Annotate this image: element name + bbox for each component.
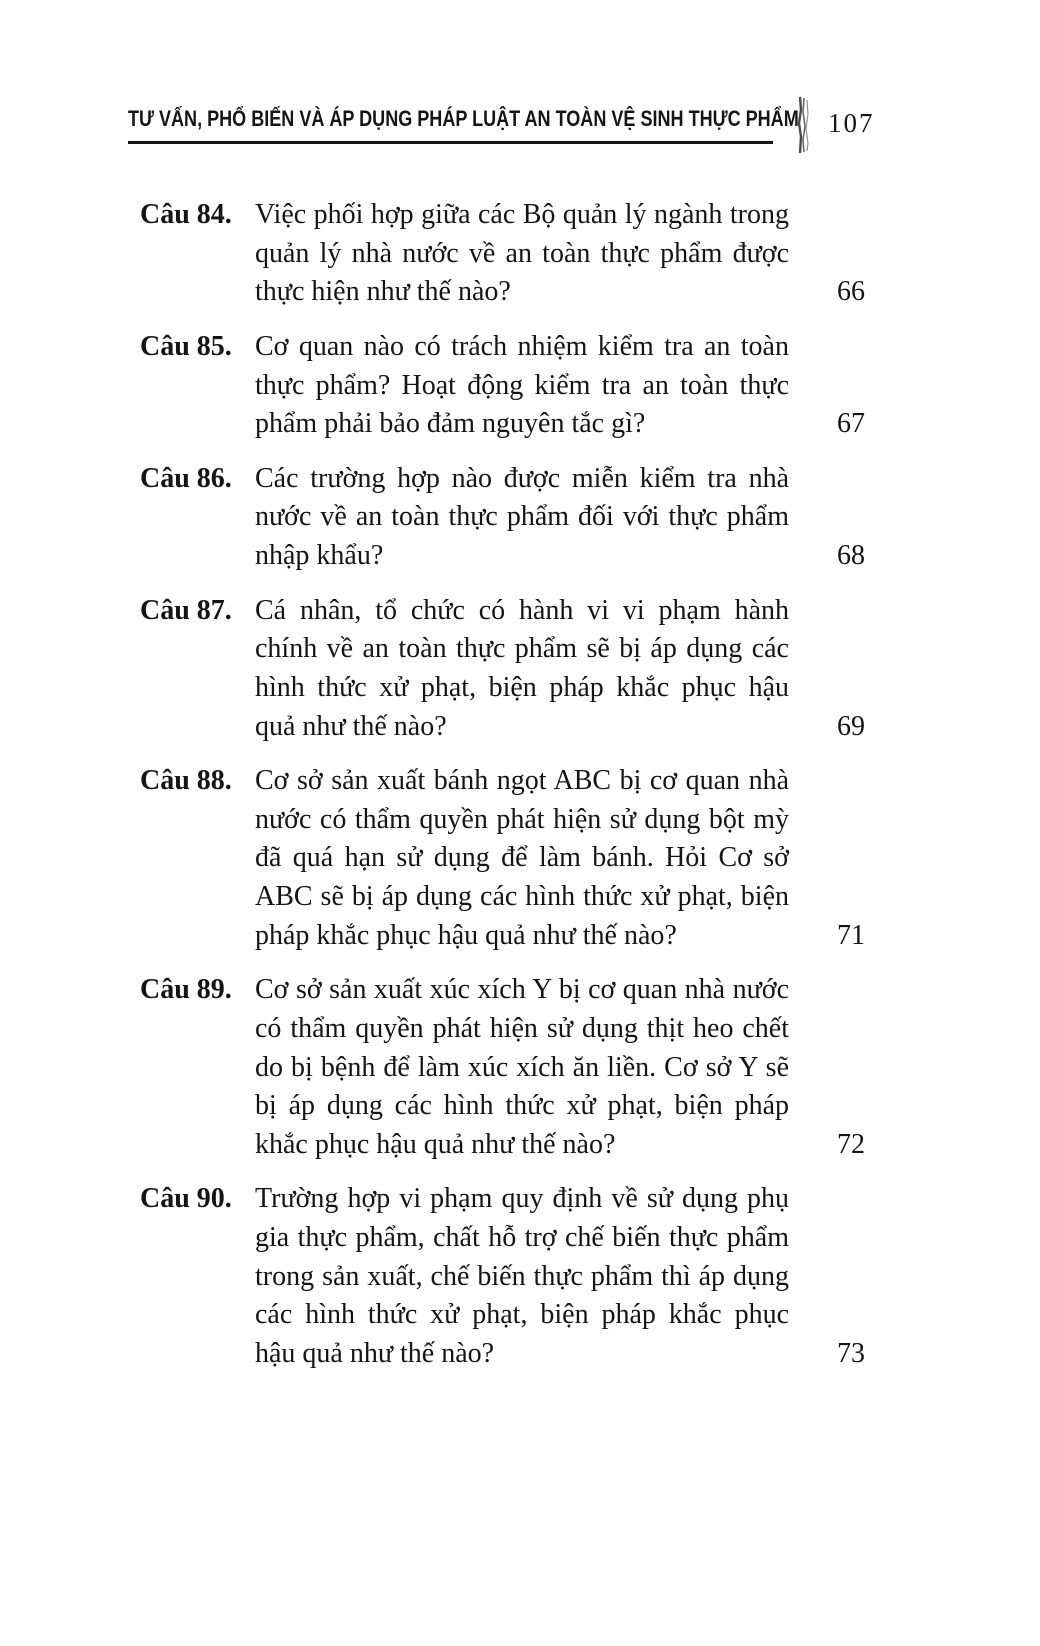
entry-label: Câu 88.: [140, 765, 232, 797]
page-edge-mark-icon: [796, 96, 810, 154]
entry-label: Câu 89.: [140, 974, 232, 1006]
entry-text: Cá nhân, tổ chức có hành vi vi phạm hành chính về an toàn thực phẩm sẽ bị áp dụng các hình thức xử phạt, biện pháp khắc phục hậu quả như thế nào?: [255, 594, 789, 742]
toc-entry: [140, 971, 865, 1164]
entry-page: 67: [837, 408, 865, 440]
page-number: 107: [828, 108, 875, 138]
entry-text: Các trường hợp nào được miễn kiểm tra nhà nước về an toàn thực phẩm đối với thực phẩm nhập khẩu?: [255, 462, 789, 571]
entry-text: Việc phối hợp giữa các Bộ quản lý ngành trong quản lý nhà nước về an toàn thực phẩm được thực hiện như thế nào?: [255, 199, 789, 308]
entry-label: Câu 84.: [140, 199, 232, 230]
entry-page: 73: [837, 1337, 865, 1369]
toc-entry: [140, 328, 865, 444]
entry-text: Cơ sở sản xuất xúc xích Y bị cơ quan nhà nước có thẩm quyền phát hiện sử dụng thịt heo chết do bị bệnh để làm xúc xích ăn liền. Cơ sở Y sẽ bị áp dụng các hình thức xử phạt, biện pháp khắc phục hậu quả như thế nào?: [255, 974, 789, 1160]
toc-entry: [140, 762, 865, 955]
toc-entry: [140, 196, 865, 312]
entry-label: Câu 86.: [140, 462, 232, 494]
entry-label: Câu 90.: [140, 1183, 232, 1215]
entry-page: 66: [837, 276, 865, 308]
entry-text: Cơ sở sản xuất bánh ngọt ABC bị cơ quan nhà nước có thẩm quyền phát hiện sử dụng bột mỳ đã quá hạn sử dụng để làm bánh. Hỏi Cơ sở ABC sẽ bị áp dụng các hình thức xử phạt, biện pháp khắc phục hậu quả như thế nào?: [255, 765, 789, 951]
entry-text: Cơ quan nào có trách nhiệm kiểm tra an toàn thực phẩm? Hoạt động kiểm tra an toàn thực phẩm phải bảo đảm nguyên tắc gì?: [255, 330, 789, 440]
page-header: [128, 100, 920, 160]
book-title: [128, 106, 799, 144]
entry-page: 69: [837, 710, 865, 742]
entry-text: Trường hợp vi phạm quy định về sử dụng phụ gia thực phẩm, chất hỗ trợ chế biến thực phẩm trong sản xuất, chế biến thực phẩm thì áp dụng các hình thức xử phạt, biện pháp khắc phục hậu quả như thế nào?: [255, 1183, 789, 1369]
toc-entry: [140, 592, 865, 747]
toc-entry: [140, 1180, 865, 1373]
entry-page: 71: [837, 919, 865, 951]
entry-label: Câu 85.: [140, 330, 232, 362]
entry-label: Câu 87.: [140, 594, 232, 626]
entry-page: 72: [837, 1128, 865, 1160]
table-of-contents: [140, 196, 865, 1390]
toc-entry: [140, 460, 865, 576]
entry-page: 68: [837, 540, 865, 571]
book-title-text: TƯ VẤN, PHỔ BIẾN VÀ ÁP DỤNG PHÁP LUẬT AN TOÀN VỆ SINH THỰC PHẨM: [128, 106, 799, 131]
